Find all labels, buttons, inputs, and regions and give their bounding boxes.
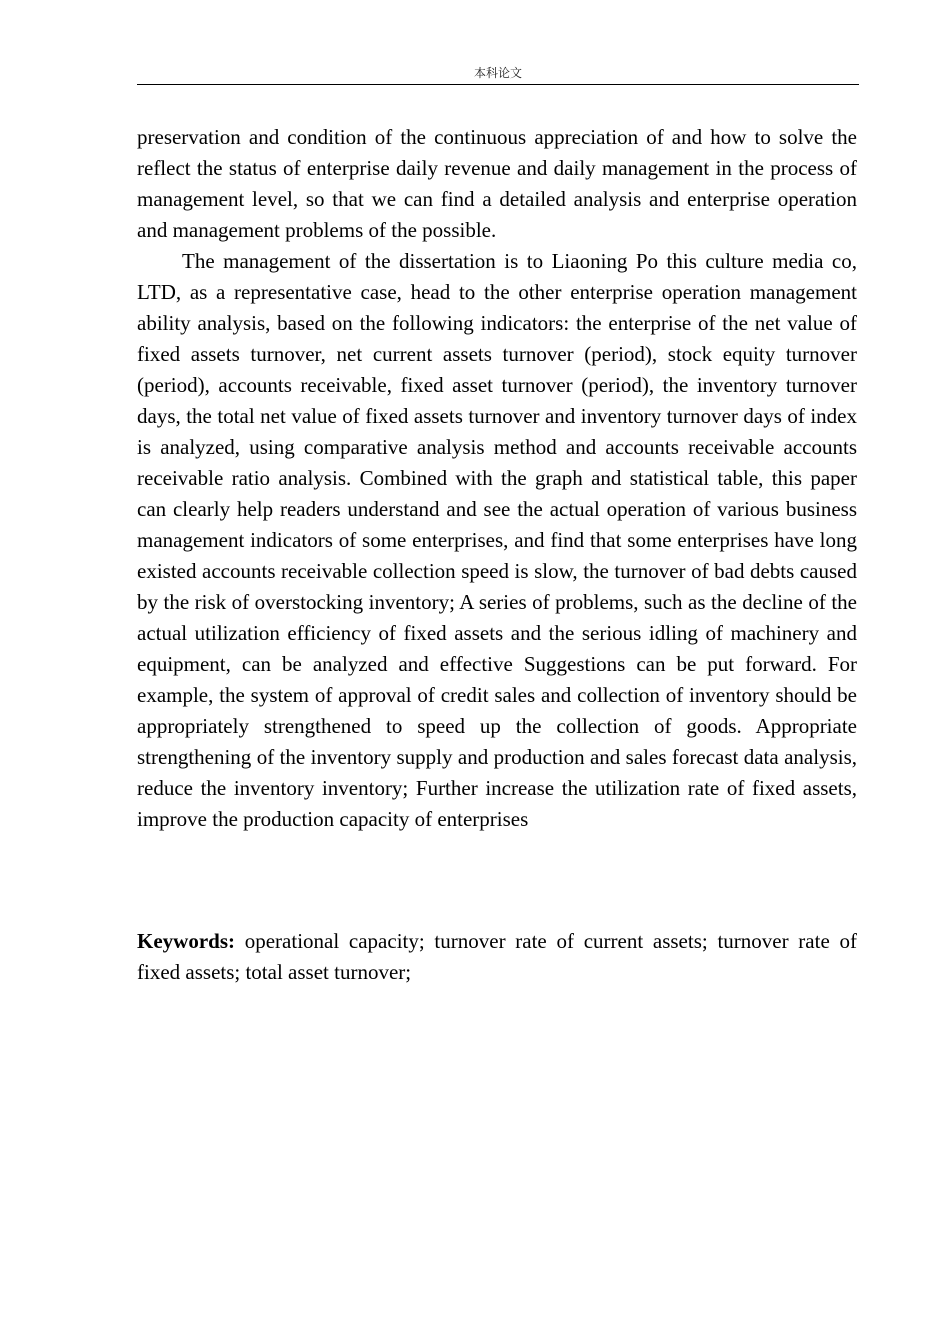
keywords-text: operational capacity; turnover rate of current assets; turnover rate of fixed assets; total asset turnover; — [137, 929, 857, 984]
keywords-line — [137, 926, 857, 988]
page-header — [137, 64, 859, 85]
abstract-body — [137, 122, 857, 835]
keywords-label: Keywords: — [137, 929, 235, 953]
paragraph-1: preservation and condition of the continuous appreciation of and how to solve the reflect the status of enterprise daily revenue and daily management in the process of management level, so that we can find a detailed analysis and enterprise operation and management problems of the possible. — [137, 125, 857, 242]
paragraph-2: The management of the dissertation is to Liaoning Po this culture media co, LTD, as a representative case, head to the other enterprise operation management ability analysis, based on the following indicators: the enterprise of the net value of fixed assets turnover, net current assets turnover (period), stock equity turnover (period), accounts receivable, fixed asset turnover (period), the inventory turnover days, the total net value of fixed assets turnover and inventory turnover days of index is analyzed, using comparative analysis method and accounts receivable accounts receivable ratio analysis. Combined with the graph and statistical table, this paper can clearly help readers understand and see the actual operation of various business management indicators of some enterprises, and find that some enterprises have long existed accounts receivable collection speed is slow, the turnover of bad debts caused by the risk of overstocking inventory; A series of problems, such as the decline of the actual utilization efficiency of fixed assets and the serious idling of machinery and equipment, can be analyzed and effective Suggestions can be put forward. For example, the system of approval of credit sales and collection of inventory should be appropriately strengthened to speed up the collection of goods. Appropriate strengthening of the inventory supply and production and sales forecast data analysis, reduce the inventory inventory; Further increase the utilization rate of fixed assets, improve the production capacity of enterprises — [137, 249, 857, 831]
header-title: 本科论文 — [473, 66, 522, 80]
